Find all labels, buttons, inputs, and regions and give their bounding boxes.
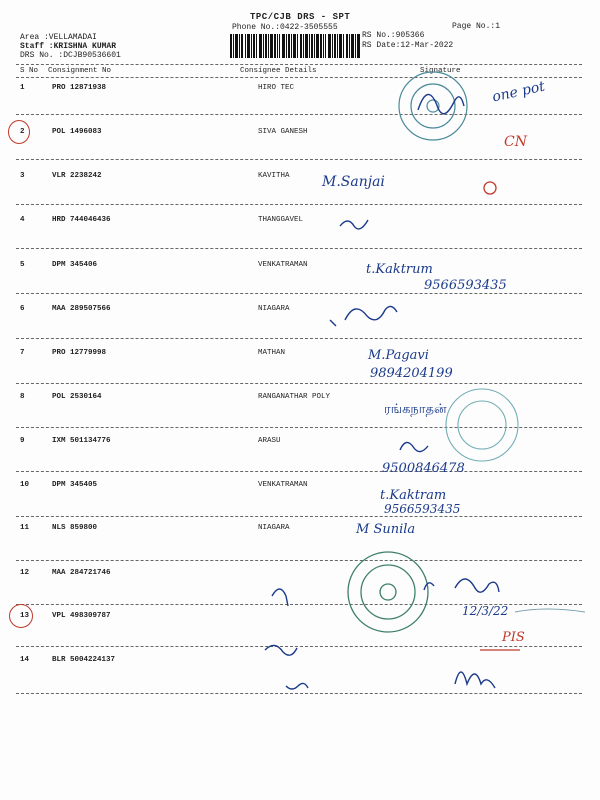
page-number: Page No.:1	[452, 22, 501, 31]
document-title: TPC/CJB DRS - SPT	[250, 12, 351, 22]
row-consignee: NIAGARA	[258, 305, 290, 313]
row-sno: 1	[20, 84, 25, 92]
handwriting-kaktrum-1: t.Kaktrum	[366, 262, 433, 277]
row-sno: 8	[20, 393, 25, 401]
row-consignee: MATHAN	[258, 349, 286, 357]
row-consignee: RANGANATHAR POLY	[258, 393, 331, 401]
staff-field: Staff :KRISHNA KUMAR	[20, 42, 117, 51]
pen-stroke	[515, 609, 585, 612]
handwriting-phone-4: 9566593435	[384, 502, 461, 516]
area-field: Area :VELLAMADAI	[20, 33, 97, 42]
drs-number: DRS No. :DCJB90536601	[20, 51, 121, 60]
row-consignment: HRD 744046436	[52, 216, 111, 224]
handwriting-date: 12/3/22	[462, 604, 509, 618]
red-marks	[480, 182, 520, 650]
col-consignment: Consignment No	[48, 67, 112, 75]
handwriting-phone-3: 9500846478	[382, 461, 465, 476]
row-sno: 12	[20, 569, 30, 577]
row-sno: 5	[20, 261, 25, 269]
row-consignment: VLR 2238242	[52, 172, 102, 180]
company-stamp-bottom	[348, 552, 428, 632]
row-consignee: HIRO TEC	[258, 84, 295, 92]
handwriting-phone-1: 9566593435	[424, 278, 507, 293]
col-consignee: Consignee Details	[240, 67, 317, 75]
row-consignee: ARASU	[258, 437, 281, 445]
row-consignment: PRO 12779998	[52, 349, 107, 357]
handwriting-one-pot: one pot	[490, 78, 547, 106]
row-consignment: PRO 12871938	[52, 84, 107, 92]
row-consignment: POL 2530164	[52, 393, 102, 401]
row-consignment: DPM 345406	[52, 261, 98, 269]
row-consignment: VPL 498309787	[52, 612, 111, 620]
row-sno: 3	[20, 172, 25, 180]
rs-date: RS Date:12-Mar-2022	[362, 41, 454, 50]
row-sno: 2	[20, 128, 25, 136]
row-consignment: POL 1496083	[52, 128, 102, 136]
rs-number: RS No.:905366	[362, 31, 425, 40]
row-consignee: THANGGAVEL	[258, 216, 304, 224]
row-consignee: VENKATRAMAN	[258, 481, 308, 489]
company-stamp-middle	[446, 389, 518, 461]
row-consignee: KAVITHA	[258, 172, 290, 180]
handwriting-sanjai: M.Sanjai	[322, 174, 385, 190]
row-consignee: SIVA GANESH	[258, 128, 308, 136]
row-consignment: MAA 289507566	[52, 305, 111, 313]
row-consignment: DPM 345405	[52, 481, 98, 489]
handwriting-pis: PIS	[502, 630, 525, 645]
row-sno: 11	[20, 524, 30, 532]
row-consignment: BLR 5004224137	[52, 656, 116, 664]
col-signature: Signature	[420, 67, 461, 75]
row-consignment: IXM 501134776	[52, 437, 111, 445]
row-consignment: MAA 284721746	[52, 569, 111, 577]
handwriting-sunila: M Sunila	[356, 522, 416, 537]
row-consignee: NIAGARA	[258, 524, 290, 532]
row-consignment: NLS 859800	[52, 524, 98, 532]
row-sno: 13	[20, 612, 30, 620]
row-sno: 4	[20, 216, 25, 224]
row-sno: 14	[20, 656, 30, 664]
row-consignee: VENKATRAMAN	[258, 261, 308, 269]
row-sno: 9	[20, 437, 25, 445]
row-sno: 6	[20, 305, 25, 313]
company-stamp-top	[399, 72, 467, 140]
phone-number: Phone No.:0422-3505555	[232, 23, 338, 32]
handwriting-tamil-sign: ரங்கநாதன்	[384, 402, 447, 417]
handwriting-kaktrum-2: t.Kaktram	[380, 488, 447, 503]
handwriting-pagavi: M.Pagavi	[368, 348, 429, 363]
handwriting-phone-2: 9894204199	[370, 366, 453, 381]
row-sno: 10	[20, 481, 30, 489]
col-sno: S No	[20, 67, 39, 75]
handwriting-cn: CN	[504, 134, 527, 150]
row-sno: 7	[20, 349, 25, 357]
